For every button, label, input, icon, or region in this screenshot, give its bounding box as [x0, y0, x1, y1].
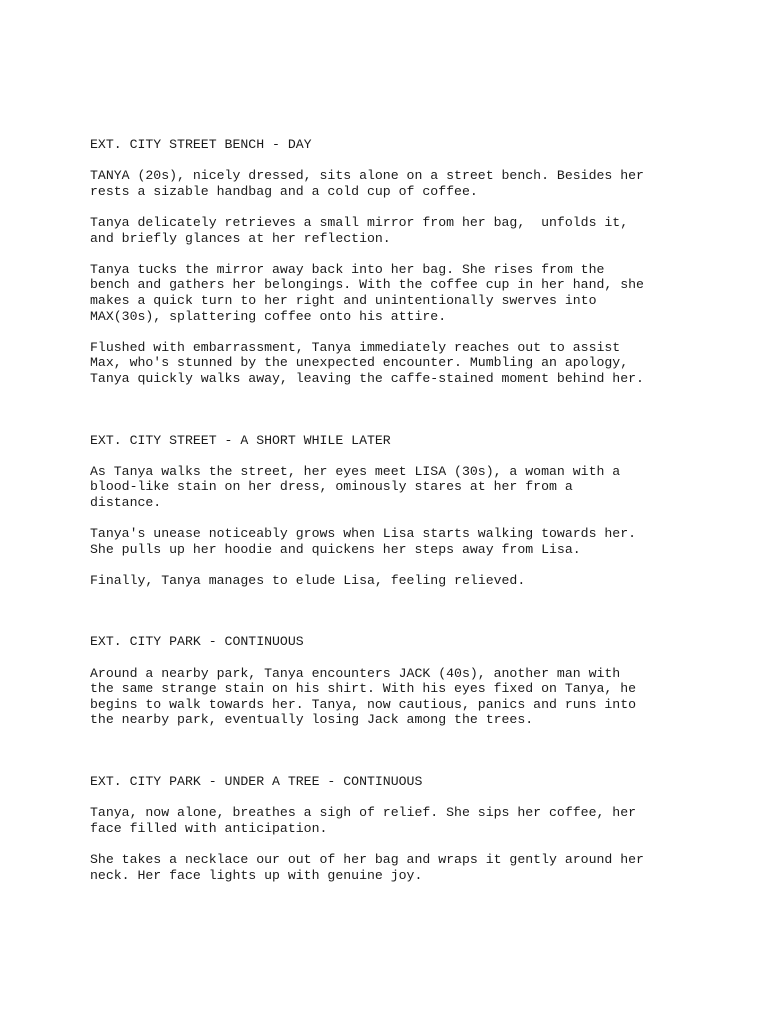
action-paragraph: Around a nearby park, Tanya encounters JACK (40s), another man with the same strange stain on his shirt. With his eyes fixed on Tanya, he begins to walk towards her. Tanya, now cautious, panics and runs into the nearby park, eventually losing Jack among the trees. — [90, 665, 637, 728]
action-paragraph: As Tanya walks the street, her eyes meet LISA (30s), a woman with a blood-like stain on her dress, ominously stares at her from a distance. — [90, 463, 621, 510]
action-paragraph: Tanya, now alone, breathes a sigh of relief. She sips her coffee, her face filled with anticipation. — [90, 805, 637, 836]
action-paragraph: Tanya delicately retrieves a small mirror from her bag, unfolds it, and briefly glances at her reflection. — [90, 214, 629, 246]
scene-heading: EXT. CITY STREET - A SHORT WHILE LATER — [90, 432, 391, 448]
screenplay-body — [90, 137, 730, 883]
action-paragraph: Tanya tucks the mirror away back into her bag. She rises from the bench and gathers her belongings. With the coffee cup in her hand, she makes a quick turn to her right and unintentionally swerves into MAX(30s), splattering coffee onto his attire. — [90, 261, 644, 324]
scene-heading: EXT. CITY PARK - UNDER A TREE - CONTINUOUS — [90, 774, 423, 789]
scene-heading: EXT. CITY PARK - CONTINUOUS — [90, 634, 304, 650]
action-paragraph: She takes a necklace our out of her bag and wraps it gently around her neck. Her face lights up with genuine joy. — [90, 851, 644, 883]
action-paragraph: Finally, Tanya manages to elude Lisa, feeling relieved. — [90, 572, 526, 588]
action-paragraph: Tanya's unease noticeably grows when Lisa starts walking towards her. She pulls up her hoodie and quickens her steps away from Lisa. — [90, 526, 637, 557]
scene-heading: EXT. CITY STREET BENCH - DAY — [90, 137, 312, 152]
action-paragraph: TANYA (20s), nicely dressed, sits alone on a street bench. Besides her rests a sizable handbag and a cold cup of coffee. — [90, 168, 644, 199]
action-paragraph: Flushed with embarrassment, Tanya immediately reaches out to assist Max, who's stunned by the unexpected encounter. Mumbling an apology, Tanya quickly walks away, leaving the caffe-stained moment behind her. — [90, 339, 644, 386]
